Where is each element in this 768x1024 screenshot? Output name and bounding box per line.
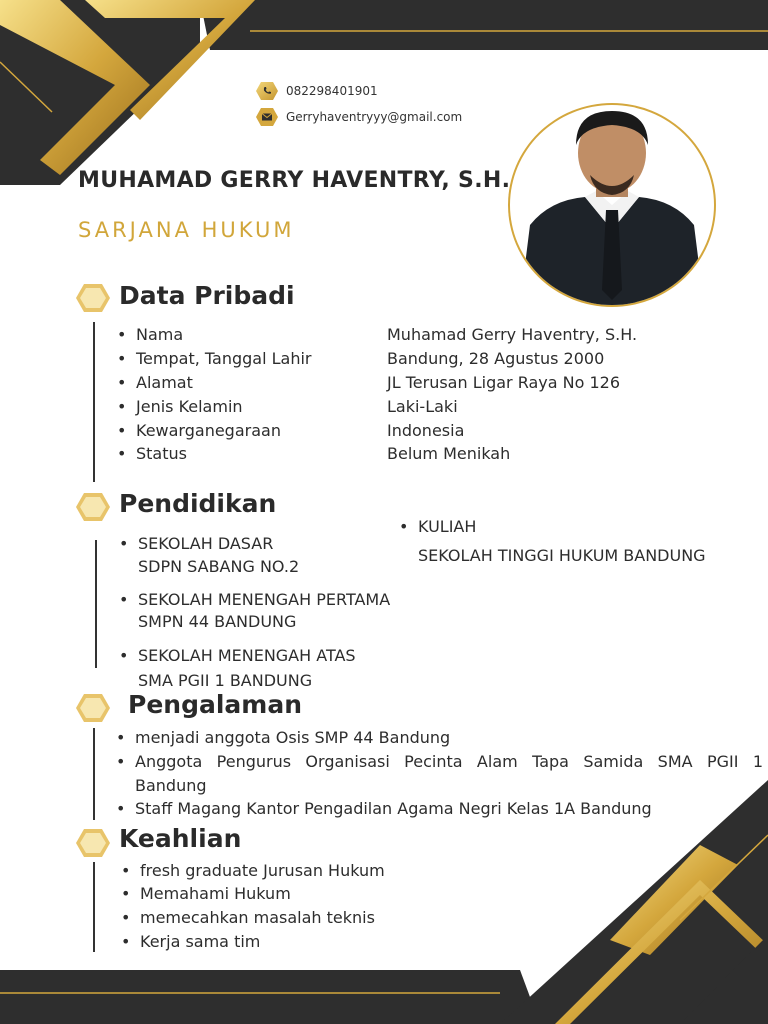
timeline-line bbox=[93, 862, 95, 952]
personal-value: Belum Menikah bbox=[387, 444, 511, 463]
education-school: SMA PGII 1 BANDUNG bbox=[138, 671, 313, 690]
phone-icon bbox=[256, 81, 278, 101]
personal-value: Laki-Laki bbox=[387, 397, 458, 416]
timeline-line bbox=[95, 540, 97, 668]
education-school: SDPN SABANG NO.2 bbox=[138, 557, 300, 576]
experience-item: • Staff Magang Kantor Pengadilan Agama Negri Kelas 1A Bandung bbox=[135, 799, 652, 819]
personal-value: JL Terusan Ligar Raya No 126 bbox=[387, 373, 620, 392]
skill-item: • Memahami Hukum bbox=[140, 884, 291, 904]
hexagon-icon bbox=[76, 693, 110, 723]
experience-item: • menjadi anggota Osis SMP 44 Bandung bbox=[135, 728, 450, 748]
education-level: • SEKOLAH MENENGAH ATAS bbox=[138, 646, 356, 666]
personal-label: • Kewarganegaraan bbox=[136, 421, 281, 441]
email-icon bbox=[256, 107, 278, 127]
timeline-line bbox=[93, 728, 95, 820]
section-title-pendidikan: Pendidikan bbox=[119, 489, 277, 518]
personal-label: • Nama bbox=[136, 325, 183, 345]
personal-label: • Tempat, Tanggal Lahir bbox=[136, 349, 312, 369]
personal-label: • Alamat bbox=[136, 373, 193, 393]
education-level: • SEKOLAH DASAR bbox=[138, 534, 273, 554]
section-title-keahlian: Keahlian bbox=[119, 824, 242, 853]
education-level: • SEKOLAH MENENGAH PERTAMA bbox=[138, 590, 390, 610]
phone-contact[interactable] bbox=[256, 81, 378, 101]
personal-value: Bandung, 28 Agustus 2000 bbox=[387, 349, 605, 368]
education-school: SMPN 44 BANDUNG bbox=[138, 612, 297, 631]
personal-value: Muhamad Gerry Haventry, S.H. bbox=[387, 325, 638, 344]
personal-label: • Jenis Kelamin bbox=[136, 397, 243, 417]
email-address: Gerryhaventryyy@gmail.com bbox=[286, 110, 463, 124]
skill-item: • memecahkan masalah teknis bbox=[140, 908, 375, 928]
education-level: • KULIAH bbox=[418, 517, 476, 537]
full-name: MUHAMAD GERRY HAVENTRY, S.H. bbox=[78, 168, 511, 193]
skill-item: • Kerja sama tim bbox=[140, 932, 260, 952]
phone-number: 082298401901 bbox=[286, 84, 378, 98]
hexagon-icon bbox=[76, 283, 110, 313]
experience-item-continuation: Bandung bbox=[135, 776, 207, 795]
hexagon-icon bbox=[76, 492, 110, 522]
personal-label: • Status bbox=[136, 444, 187, 464]
timeline-line bbox=[93, 322, 95, 482]
profile-photo bbox=[508, 103, 716, 307]
job-title: SARJANA HUKUM bbox=[78, 218, 295, 242]
skill-item: • fresh graduate Jurusan Hukum bbox=[140, 861, 385, 881]
section-title-pengalaman: Pengalaman bbox=[128, 690, 302, 719]
hexagon-icon bbox=[76, 828, 110, 858]
person-avatar-icon bbox=[510, 105, 714, 305]
personal-value: Indonesia bbox=[387, 421, 465, 440]
experience-text: Anggota Pengurus Organisasi Pecinta Alam Tapa Samida SMA PGII 1 bbox=[135, 752, 763, 771]
email-contact[interactable] bbox=[256, 107, 462, 127]
experience-item: • Anggota Pengurus Organisasi Pecinta Alam Tapa Samida SMA PGII 1 bbox=[116, 752, 763, 771]
section-title-data-pribadi: Data Pribadi bbox=[119, 281, 295, 310]
education-school: SEKOLAH TINGGI HUKUM BANDUNG bbox=[418, 546, 706, 565]
